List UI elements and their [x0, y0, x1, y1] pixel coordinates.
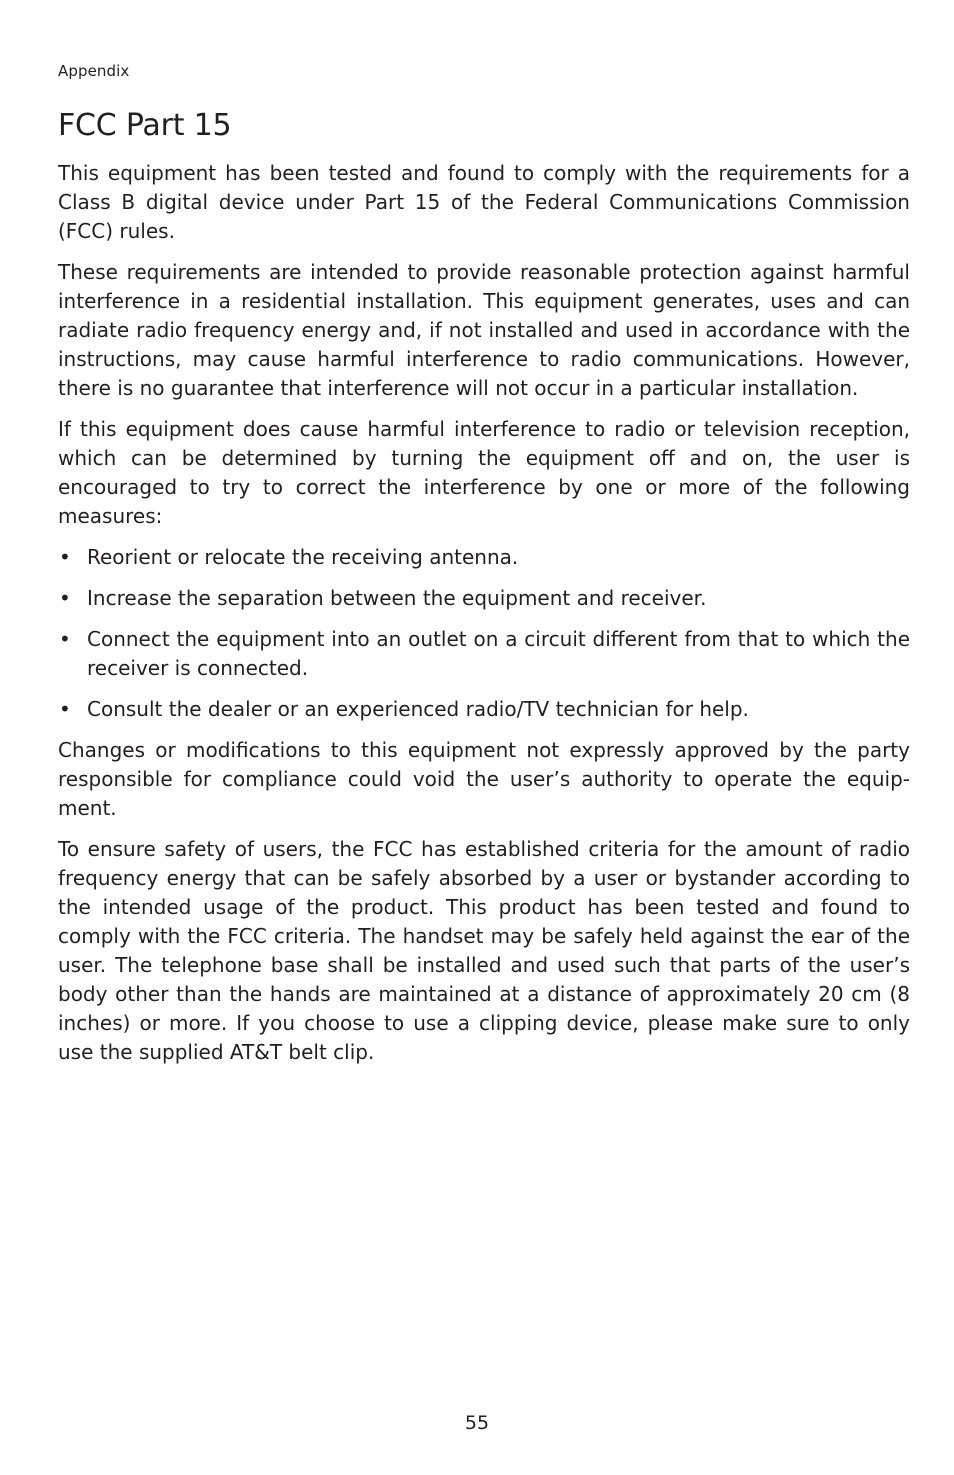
bullet-icon: • [59, 545, 71, 569]
paragraph-interference: If this equipment does cause harmful interference to radio or television reception, which can be determined by turning the equipment off and on, the user is encouraged to try to correct the interference by one or more of the following measures: [58, 417, 910, 528]
list-item-text: Consult the dealer or an experienced radio/TV technician for help. [87, 697, 749, 721]
list-item-text: Reorient or relocate the receiving antenna. [87, 545, 519, 569]
document-body [58, 159, 910, 1079]
page-title: FCC Part 15 [58, 108, 232, 143]
paragraph-compliance: This equipment has been tested and found to comply with the requirements for a Class B digital device under Part 15 of the Federal Communications Commission (FCC) rules. [58, 161, 910, 243]
bullet-icon: • [59, 586, 71, 610]
list-item-text: Increase the separation between the equipment and receiver. [87, 586, 707, 610]
measures-list [58, 543, 910, 724]
list-item [58, 584, 910, 613]
bullet-icon: • [59, 697, 71, 721]
paragraph-requirements: These requirements are intended to provide reasonable protection against harmful interference in a residential installation. This equipment generates, uses and can radiate radio frequency energy and, if not installed and used in accordance with the instructions, may cause harmful interference to radio communications. However, there is no guarantee that interference will not occur in a particular installation. [58, 260, 910, 400]
list-item [58, 543, 910, 572]
list-item-text: Connect the equipment into an outlet on a circuit different from that to which the receiver is connected. [87, 627, 910, 680]
list-item [58, 695, 910, 724]
list-item [58, 625, 910, 683]
paragraph-modifications: Changes or modifications to this equipment not expressly approved by the party responsible for compliance could void the user’s authority to operate the equipment. [58, 738, 910, 820]
section-header: Appendix [58, 62, 130, 80]
bullet-icon: • [59, 627, 71, 651]
page-number: 55 [464, 1412, 490, 1434]
paragraph-rf-safety: To ensure safety of users, the FCC has established criteria for the amount of radio frequency energy that can be safely absorbed by a user or bystander according to the intended usage of the product. This product has been tested and found to comply with the FCC criteria. The handset may be safely held against the ear of the user. The telephone base shall be installed and used such that parts of the user’s body other than the hands are maintained at a distance of approximately 20 cm (8 inches) or more. If you choose to use a clipping device, please make sure to only use the supplied AT&T belt clip. [58, 837, 910, 1064]
